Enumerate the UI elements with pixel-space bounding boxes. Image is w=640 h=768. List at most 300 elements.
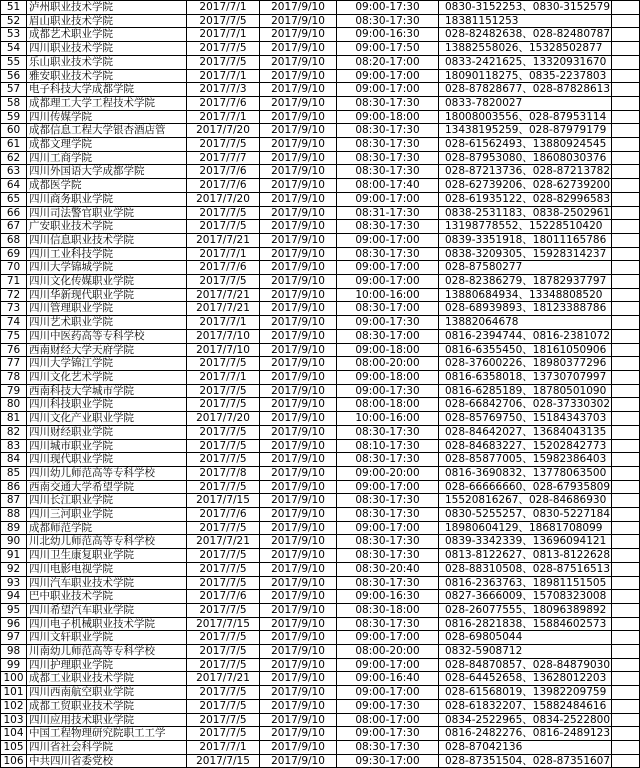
row-number: 73 xyxy=(1,302,27,316)
empty-cell xyxy=(612,206,640,220)
school-name: 川北幼儿师范高等专科学校 xyxy=(27,535,187,549)
end-date: 2017/9/10 xyxy=(260,261,337,275)
school-name: 成都理工大学工程技术学院 xyxy=(27,96,187,110)
empty-cell xyxy=(612,247,640,261)
office-hours: 09:00-16:30 xyxy=(337,28,439,42)
start-date: 2017/7/20 xyxy=(187,412,260,426)
end-date: 2017/9/10 xyxy=(260,370,337,384)
office-hours: 10:00-16:00 xyxy=(337,288,439,302)
office-hours: 08:30-18:00 xyxy=(337,603,439,617)
contact-phone: 0816-6285189、18780501090 xyxy=(439,384,612,398)
office-hours: 08:30-17:30 xyxy=(337,220,439,234)
school-name: 成都艺术职业学院 xyxy=(27,28,187,42)
start-date: 2017/7/21 xyxy=(187,233,260,247)
table-row xyxy=(1,535,640,549)
school-name: 川南幼儿师范高等专科学校 xyxy=(27,645,187,659)
table-row xyxy=(1,151,640,165)
empty-cell xyxy=(612,179,640,193)
end-date: 2017/9/10 xyxy=(260,316,337,330)
office-hours: 08:30-17:30 xyxy=(337,617,439,631)
end-date: 2017/9/10 xyxy=(260,14,337,28)
row-number: 74 xyxy=(1,316,27,330)
contact-phone: 028-84870857、028-84879030 xyxy=(439,658,612,672)
office-hours: 09:00-17:30 xyxy=(337,699,439,713)
school-name: 眉山职业技术学院 xyxy=(27,14,187,28)
empty-cell xyxy=(612,1,640,15)
end-date: 2017/9/10 xyxy=(260,686,337,700)
start-date: 2017/7/5 xyxy=(187,14,260,28)
contact-phone: 18381151253 xyxy=(439,14,612,28)
end-date: 2017/9/10 xyxy=(260,55,337,69)
school-name: 西南交通大学希望学院 xyxy=(27,480,187,494)
row-number: 100 xyxy=(1,672,27,686)
office-hours: 09:00-20:00 xyxy=(337,466,439,480)
contact-phone: 028-87042136 xyxy=(439,740,612,754)
start-date: 2017/7/21 xyxy=(187,288,260,302)
end-date: 2017/9/10 xyxy=(260,165,337,179)
office-hours: 08:31-17:30 xyxy=(337,206,439,220)
table-row xyxy=(1,631,640,645)
table-row xyxy=(1,357,640,371)
office-hours: 08:00-20:00 xyxy=(337,357,439,371)
row-number: 64 xyxy=(1,179,27,193)
empty-cell xyxy=(612,220,640,234)
contact-phone: 028-62739206、028-62739200 xyxy=(439,179,612,193)
end-date: 2017/9/10 xyxy=(260,1,337,15)
contact-phone: 13438195259、028-87979179 xyxy=(439,124,612,138)
row-number: 52 xyxy=(1,14,27,28)
office-hours: 09:00-17:00 xyxy=(337,233,439,247)
table-row xyxy=(1,316,640,330)
office-hours: 08:30-17:30 xyxy=(337,425,439,439)
empty-cell xyxy=(612,686,640,700)
contact-phone: 028-87351504、028-87351607 xyxy=(439,754,612,768)
table-row xyxy=(1,686,640,700)
row-number: 61 xyxy=(1,138,27,152)
start-date: 2017/7/1 xyxy=(187,370,260,384)
end-date: 2017/9/10 xyxy=(260,96,337,110)
end-date: 2017/9/10 xyxy=(260,357,337,371)
empty-cell xyxy=(612,288,640,302)
school-name: 四川护理职业学院 xyxy=(27,658,187,672)
contact-phone: 13882558026、15328502877 xyxy=(439,42,612,56)
office-hours: 09:00-17:00 xyxy=(337,261,439,275)
table-row xyxy=(1,165,640,179)
office-hours: 08:30-17:30 xyxy=(337,494,439,508)
school-name: 成都医学院 xyxy=(27,179,187,193)
empty-cell xyxy=(612,508,640,522)
row-number: 104 xyxy=(1,727,27,741)
end-date: 2017/9/10 xyxy=(260,521,337,535)
end-date: 2017/9/10 xyxy=(260,124,337,138)
table-row xyxy=(1,83,640,97)
school-name: 西南财经大学天府学院 xyxy=(27,343,187,357)
office-hours: 08:30-17:30 xyxy=(337,14,439,28)
school-name: 四川大学锦江学院 xyxy=(27,357,187,371)
empty-cell xyxy=(612,617,640,631)
school-name: 四川现代职业学院 xyxy=(27,453,187,467)
start-date: 2017/7/5 xyxy=(187,138,260,152)
contact-phone: 18008003556、028-87953114 xyxy=(439,110,612,124)
contact-phone: 0833-7820027 xyxy=(439,96,612,110)
end-date: 2017/9/10 xyxy=(260,288,337,302)
table-body xyxy=(1,1,640,768)
school-name: 四川司法警官职业学院 xyxy=(27,206,187,220)
row-number: 86 xyxy=(1,480,27,494)
empty-cell xyxy=(612,28,640,42)
contact-phone: 028-82482638、028-82480787 xyxy=(439,28,612,42)
start-date: 2017/7/5 xyxy=(187,603,260,617)
contact-phone: 0839-3342339、13696094121 xyxy=(439,535,612,549)
row-number: 63 xyxy=(1,165,27,179)
school-name: 广安职业技术学院 xyxy=(27,220,187,234)
table-row xyxy=(1,247,640,261)
start-date: 2017/7/15 xyxy=(187,754,260,768)
empty-cell xyxy=(612,603,640,617)
end-date: 2017/9/10 xyxy=(260,727,337,741)
school-name: 成都工贸职业技术学院 xyxy=(27,699,187,713)
contact-phone: 18090118275、0835-2237803 xyxy=(439,69,612,83)
empty-cell xyxy=(612,343,640,357)
empty-cell xyxy=(612,754,640,768)
table-row xyxy=(1,425,640,439)
start-date: 2017/7/5 xyxy=(187,631,260,645)
contact-phone: 028-66666660、028-67935809 xyxy=(439,480,612,494)
table-row xyxy=(1,713,640,727)
end-date: 2017/9/10 xyxy=(260,69,337,83)
contact-phone: 028-87580277 xyxy=(439,261,612,275)
start-date: 2017/7/5 xyxy=(187,713,260,727)
table-row xyxy=(1,233,640,247)
row-number: 87 xyxy=(1,494,27,508)
table-row xyxy=(1,645,640,659)
school-name: 四川外国语大学成都学院 xyxy=(27,165,187,179)
start-date: 2017/7/20 xyxy=(187,192,260,206)
start-date: 2017/7/1 xyxy=(187,110,260,124)
end-date: 2017/9/10 xyxy=(260,590,337,604)
row-number: 88 xyxy=(1,508,27,522)
school-name: 西南科技大学城市学院 xyxy=(27,384,187,398)
school-name: 四川艺术职业学院 xyxy=(27,316,187,330)
office-hours: 09:00-18:00 xyxy=(337,110,439,124)
empty-cell xyxy=(612,699,640,713)
table-row xyxy=(1,412,640,426)
school-name: 乐山职业技术学院 xyxy=(27,55,187,69)
start-date: 2017/7/21 xyxy=(187,672,260,686)
start-date: 2017/7/1 xyxy=(187,316,260,330)
row-number: 57 xyxy=(1,83,27,97)
start-date: 2017/7/3 xyxy=(187,83,260,97)
contact-phone: 0816-6358018、13730707997 xyxy=(439,370,612,384)
table-row xyxy=(1,494,640,508)
office-hours: 09:00-17:00 xyxy=(337,686,439,700)
end-date: 2017/9/10 xyxy=(260,576,337,590)
school-name: 四川文轩职业学院 xyxy=(27,631,187,645)
start-date: 2017/7/5 xyxy=(187,562,260,576)
office-hours: 09:00-17:30 xyxy=(337,316,439,330)
table-row xyxy=(1,370,640,384)
school-name: 四川省社会科学院 xyxy=(27,740,187,754)
school-name: 成都信息工程大学银杏酒店管 xyxy=(27,124,187,138)
end-date: 2017/9/10 xyxy=(260,28,337,42)
school-name: 四川管理职业学院 xyxy=(27,302,187,316)
row-number: 79 xyxy=(1,384,27,398)
office-hours: 08:30-17:30 xyxy=(337,138,439,152)
empty-cell xyxy=(612,261,640,275)
school-name: 四川华新现代职业学院 xyxy=(27,288,187,302)
row-number: 91 xyxy=(1,549,27,563)
table-row xyxy=(1,398,640,412)
empty-cell xyxy=(612,151,640,165)
school-name: 四川中医药高等专科学校 xyxy=(27,329,187,343)
start-date: 2017/7/20 xyxy=(187,124,260,138)
start-date: 2017/7/6 xyxy=(187,261,260,275)
empty-cell xyxy=(612,658,640,672)
start-date: 2017/7/5 xyxy=(187,521,260,535)
empty-cell xyxy=(612,645,640,659)
empty-cell xyxy=(612,83,640,97)
office-hours: 08:00-17:40 xyxy=(337,179,439,193)
empty-cell xyxy=(612,549,640,563)
table-row xyxy=(1,206,640,220)
end-date: 2017/9/10 xyxy=(260,603,337,617)
empty-cell xyxy=(612,453,640,467)
empty-cell xyxy=(612,384,640,398)
office-hours: 09:30-17:00 xyxy=(337,754,439,768)
end-date: 2017/9/10 xyxy=(260,508,337,522)
office-hours: 09:00-17:00 xyxy=(337,69,439,83)
contact-phone: 0816-2821838、15884602573 xyxy=(439,617,612,631)
table-row xyxy=(1,110,640,124)
end-date: 2017/9/10 xyxy=(260,453,337,467)
row-number: 90 xyxy=(1,535,27,549)
end-date: 2017/9/10 xyxy=(260,384,337,398)
row-number: 71 xyxy=(1,275,27,289)
office-hours: 09:00-17:00 xyxy=(337,275,439,289)
empty-cell xyxy=(612,138,640,152)
start-date: 2017/7/10 xyxy=(187,329,260,343)
school-name: 四川文化艺术学院 xyxy=(27,370,187,384)
table-row xyxy=(1,179,640,193)
end-date: 2017/9/10 xyxy=(260,398,337,412)
row-number: 75 xyxy=(1,329,27,343)
start-date: 2017/7/6 xyxy=(187,508,260,522)
table-row xyxy=(1,42,640,56)
empty-cell xyxy=(612,590,640,604)
start-date: 2017/7/5 xyxy=(187,206,260,220)
table-row xyxy=(1,576,640,590)
end-date: 2017/9/10 xyxy=(260,233,337,247)
start-date: 2017/7/5 xyxy=(187,727,260,741)
contact-phone: 028-84683227、15202842773 xyxy=(439,439,612,453)
office-hours: 09:00-17:00 xyxy=(337,480,439,494)
row-number: 95 xyxy=(1,603,27,617)
contact-phone: 0830-3152253、0830-3152579 xyxy=(439,1,612,15)
row-number: 106 xyxy=(1,754,27,768)
school-name: 四川商务职业学院 xyxy=(27,192,187,206)
office-hours: 10:00-16:00 xyxy=(337,412,439,426)
end-date: 2017/9/10 xyxy=(260,110,337,124)
row-number: 76 xyxy=(1,343,27,357)
end-date: 2017/9/10 xyxy=(260,302,337,316)
school-name: 四川财经职业学院 xyxy=(27,425,187,439)
office-hours: 08:20-17:00 xyxy=(337,55,439,69)
row-number: 97 xyxy=(1,631,27,645)
start-date: 2017/7/5 xyxy=(187,439,260,453)
row-number: 70 xyxy=(1,261,27,275)
start-date: 2017/7/5 xyxy=(187,576,260,590)
contact-phone: 0816-2482276、0816-2489123 xyxy=(439,727,612,741)
row-number: 92 xyxy=(1,562,27,576)
contact-phone: 028-88310508、028-87516513 xyxy=(439,562,612,576)
contact-phone: 028-61935122、028-82996583 xyxy=(439,192,612,206)
empty-cell xyxy=(612,740,640,754)
contact-phone: 13198778552、15228510420 xyxy=(439,220,612,234)
office-hours: 08:30-17:30 xyxy=(337,247,439,261)
start-date: 2017/7/8 xyxy=(187,466,260,480)
table-row xyxy=(1,658,640,672)
empty-cell xyxy=(612,233,640,247)
start-date: 2017/7/5 xyxy=(187,220,260,234)
contact-phone: 13882064678 xyxy=(439,316,612,330)
end-date: 2017/9/10 xyxy=(260,83,337,97)
empty-cell xyxy=(612,14,640,28)
contact-phone: 028-87953080、18608030376 xyxy=(439,151,612,165)
school-name: 四川西南航空职业学院 xyxy=(27,686,187,700)
empty-cell xyxy=(612,713,640,727)
end-date: 2017/9/10 xyxy=(260,138,337,152)
row-number: 69 xyxy=(1,247,27,261)
table-row xyxy=(1,302,640,316)
empty-cell xyxy=(612,316,640,330)
office-hours: 08:30-17:30 xyxy=(337,165,439,179)
start-date: 2017/7/6 xyxy=(187,590,260,604)
row-number: 99 xyxy=(1,658,27,672)
contact-phone: 0834-2522965、0834-2522800 xyxy=(439,713,612,727)
row-number: 83 xyxy=(1,439,27,453)
school-name: 四川电影电视学院 xyxy=(27,562,187,576)
empty-cell xyxy=(612,480,640,494)
start-date: 2017/7/5 xyxy=(187,42,260,56)
contact-phone: 028-82386279、18782937797 xyxy=(439,275,612,289)
start-date: 2017/7/15 xyxy=(187,617,260,631)
office-hours: 08:30-20:40 xyxy=(337,562,439,576)
empty-cell xyxy=(612,329,640,343)
office-hours: 08:30-17:30 xyxy=(337,453,439,467)
row-number: 105 xyxy=(1,740,27,754)
table-row xyxy=(1,261,640,275)
start-date: 2017/7/21 xyxy=(187,302,260,316)
school-name: 四川幼儿师范高等专科学校 xyxy=(27,466,187,480)
office-hours: 09:00-17:30 xyxy=(337,1,439,15)
end-date: 2017/9/10 xyxy=(260,562,337,576)
end-date: 2017/9/10 xyxy=(260,179,337,193)
school-name: 成都工业职业技术学院 xyxy=(27,672,187,686)
row-number: 98 xyxy=(1,645,27,659)
table-row xyxy=(1,14,640,28)
empty-cell xyxy=(612,55,640,69)
contact-phone: 028-85877005、15982386403 xyxy=(439,453,612,467)
table-row xyxy=(1,549,640,563)
end-date: 2017/9/10 xyxy=(260,494,337,508)
table-row xyxy=(1,96,640,110)
office-hours: 09:00-17:50 xyxy=(337,42,439,56)
table-row xyxy=(1,521,640,535)
contact-phone: 18980604129、18681708099 xyxy=(439,521,612,535)
contact-phone: 0833-2421625、13320931670 xyxy=(439,55,612,69)
table-row xyxy=(1,124,640,138)
start-date: 2017/7/5 xyxy=(187,425,260,439)
empty-cell xyxy=(612,165,640,179)
start-date: 2017/7/5 xyxy=(187,55,260,69)
empty-cell xyxy=(612,192,640,206)
empty-cell xyxy=(612,110,640,124)
row-number: 85 xyxy=(1,466,27,480)
row-number: 54 xyxy=(1,42,27,56)
table-row xyxy=(1,138,640,152)
start-date: 2017/7/5 xyxy=(187,480,260,494)
row-number: 101 xyxy=(1,686,27,700)
contact-phone: 028-66842706、028-37330302 xyxy=(439,398,612,412)
contact-phone: 028-69805044 xyxy=(439,631,612,645)
office-hours: 09:00-17:00 xyxy=(337,658,439,672)
contact-phone: 15520816267、028-84686930 xyxy=(439,494,612,508)
start-date: 2017/7/21 xyxy=(187,535,260,549)
row-number: 81 xyxy=(1,412,27,426)
table-row xyxy=(1,508,640,522)
table-row xyxy=(1,288,640,302)
empty-cell xyxy=(612,370,640,384)
row-number: 65 xyxy=(1,192,27,206)
row-number: 89 xyxy=(1,521,27,535)
row-number: 68 xyxy=(1,233,27,247)
start-date: 2017/7/1 xyxy=(187,28,260,42)
contact-phone: 0827-3666009、15708323008 xyxy=(439,590,612,604)
empty-cell xyxy=(612,494,640,508)
end-date: 2017/9/10 xyxy=(260,645,337,659)
contact-phone: 0813-8122627、0813-8122628 xyxy=(439,549,612,563)
row-number: 94 xyxy=(1,590,27,604)
row-number: 72 xyxy=(1,288,27,302)
start-date: 2017/7/5 xyxy=(187,549,260,563)
end-date: 2017/9/10 xyxy=(260,754,337,768)
empty-cell xyxy=(612,521,640,535)
school-name: 四川工业科技学院 xyxy=(27,247,187,261)
row-number: 103 xyxy=(1,713,27,727)
start-date: 2017/7/1 xyxy=(187,740,260,754)
office-hours: 08:30-17:30 xyxy=(337,535,439,549)
empty-cell xyxy=(612,398,640,412)
start-date: 2017/7/10 xyxy=(187,343,260,357)
contact-phone: 028-61568019、13982209759 xyxy=(439,686,612,700)
office-hours: 08:30-17:00 xyxy=(337,329,439,343)
end-date: 2017/9/10 xyxy=(260,192,337,206)
row-number: 59 xyxy=(1,110,27,124)
table-row xyxy=(1,603,640,617)
school-name: 四川工商学院 xyxy=(27,151,187,165)
office-hours: 08:30-17:30 xyxy=(337,549,439,563)
table-row xyxy=(1,69,640,83)
school-name: 四川科技职业学院 xyxy=(27,398,187,412)
empty-cell xyxy=(612,631,640,645)
contact-phone: 0816-2394744、0816-2381072 xyxy=(439,329,612,343)
row-number: 56 xyxy=(1,69,27,83)
contact-phone: 028-61562493、13880924545 xyxy=(439,138,612,152)
start-date: 2017/7/5 xyxy=(187,398,260,412)
empty-cell xyxy=(612,302,640,316)
empty-cell xyxy=(612,672,640,686)
contact-phone: 028-84642027、13684043135 xyxy=(439,425,612,439)
